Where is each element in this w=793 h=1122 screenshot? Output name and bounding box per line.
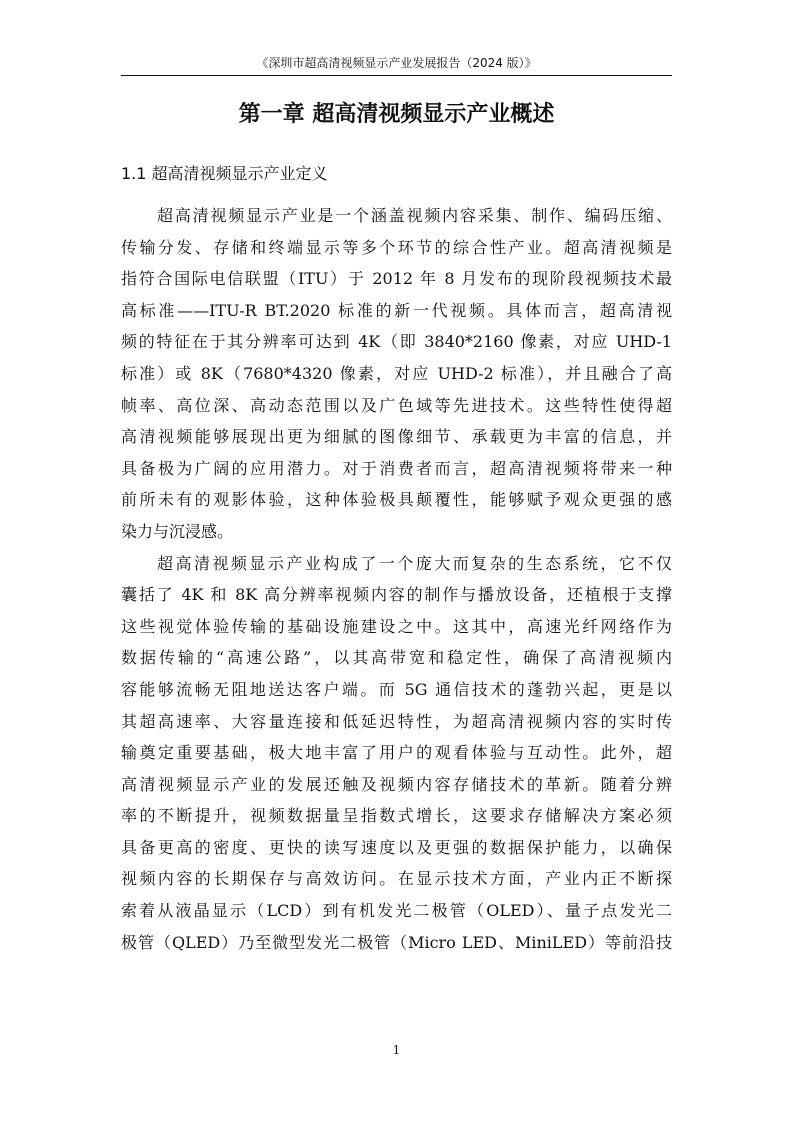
paragraph-line: 具备更高的密度、更快的读写速度以及更强的数据保护能力，以确保 [121, 837, 672, 857]
paragraph-line: 输奠定重要基础，极大地丰富了用户的观看体验与互动性。此外，超 [121, 743, 672, 763]
header-rule [121, 75, 672, 76]
paragraph-line: 帧率、高位深、高动态范围以及广色域等先进技术。这些特性使得超 [121, 395, 672, 415]
paragraph-line: 其超高速率、大容量连接和低延迟特性，为超高清视频内容的实时传 [121, 711, 672, 731]
paragraph-line: 高标准——ITU-R BT.2020 标准的新一代视频。具体而言，超高清视 [121, 300, 672, 320]
paragraph-line: 指符合国际电信联盟（ITU）于 2012 年 8 月发布的现阶段视频技术最 [121, 269, 672, 289]
paragraph-line: 容能够流畅无阻地送达客户端。而 5G 通信技术的蓬勃兴起，更是以 [121, 679, 672, 699]
paragraph-1 [121, 200, 672, 548]
running-header: 《深圳市超高清视频显示产业发展报告（2024 版）》 [256, 56, 537, 70]
paragraph-line: 传输分发、存储和终端显示等多个环节的综合性产业。超高清视频是 [121, 237, 672, 257]
paragraph-line: 高清视频能够展现出更为细腻的图像细节、承载更为丰富的信息，并 [121, 427, 672, 447]
paragraph-line: 超高清视频显示产业是一个涵盖视频内容采集、制作、编码压缩、 [157, 206, 672, 225]
paragraph-2 [121, 548, 672, 959]
paragraph-line: 极管（QLED）乃至微型发光二极管（Micro LED、MiniLED）等前沿技 [121, 932, 672, 952]
paragraph-line: 率的不断提升，视频数据量呈指数式增长，这要求存储解决方案必须 [121, 806, 672, 826]
paragraph-line: 索着从液晶显示（LCD）到有机发光二极管（OLED）、量子点发光二 [121, 901, 672, 921]
paragraph-line: 频的特征在于其分辨率可达到 4K（即 3840*2160 像素，对应 UHD-1 [121, 332, 672, 352]
paragraph-line: 视频内容的长期保存与高效访问。在显示技术方面，产业内正不断探 [121, 869, 672, 889]
paragraph-line: 超高清视频显示产业构成了一个庞大而复杂的生态系统，它不仅 [157, 553, 672, 573]
paragraph-line: 具备极为广阔的应用潜力。对于消费者而言，超高清视频将带来一种 [121, 458, 672, 478]
paragraph-line: 囊括了 4K 和 8K 高分辨率视频内容的制作与播放设备，还植根于支撑 [121, 585, 672, 605]
paragraph-line: 前所未有的观影体验，这种体验极具颠覆性，能够赋予观众更强的感 [121, 490, 672, 510]
section-title: 1.1 超高清视频显示产业定义 [121, 164, 328, 183]
paragraph-line: 数据传输的“高速公路”，以其高带宽和稳定性，确保了高清视频内 [121, 648, 672, 668]
body-text [121, 200, 672, 958]
paragraph-line: 标准）或 8K（7680*4320 像素，对应 UHD-2 标准），并且融合了高 [121, 363, 672, 383]
chapter-title: 第一章 超高清视频显示产业概述 [238, 102, 555, 127]
page-number: 1 [392, 1043, 401, 1057]
paragraph-line: 染力与沉浸感。 [121, 521, 234, 541]
paragraph-line: 这些视觉体验传输的基础设施建设之中。这其中，高速光纤网络作为 [121, 616, 672, 636]
paragraph-line: 高清视频显示产业的发展还触及视频内容存储技术的革新。随着分辨 [121, 774, 672, 794]
